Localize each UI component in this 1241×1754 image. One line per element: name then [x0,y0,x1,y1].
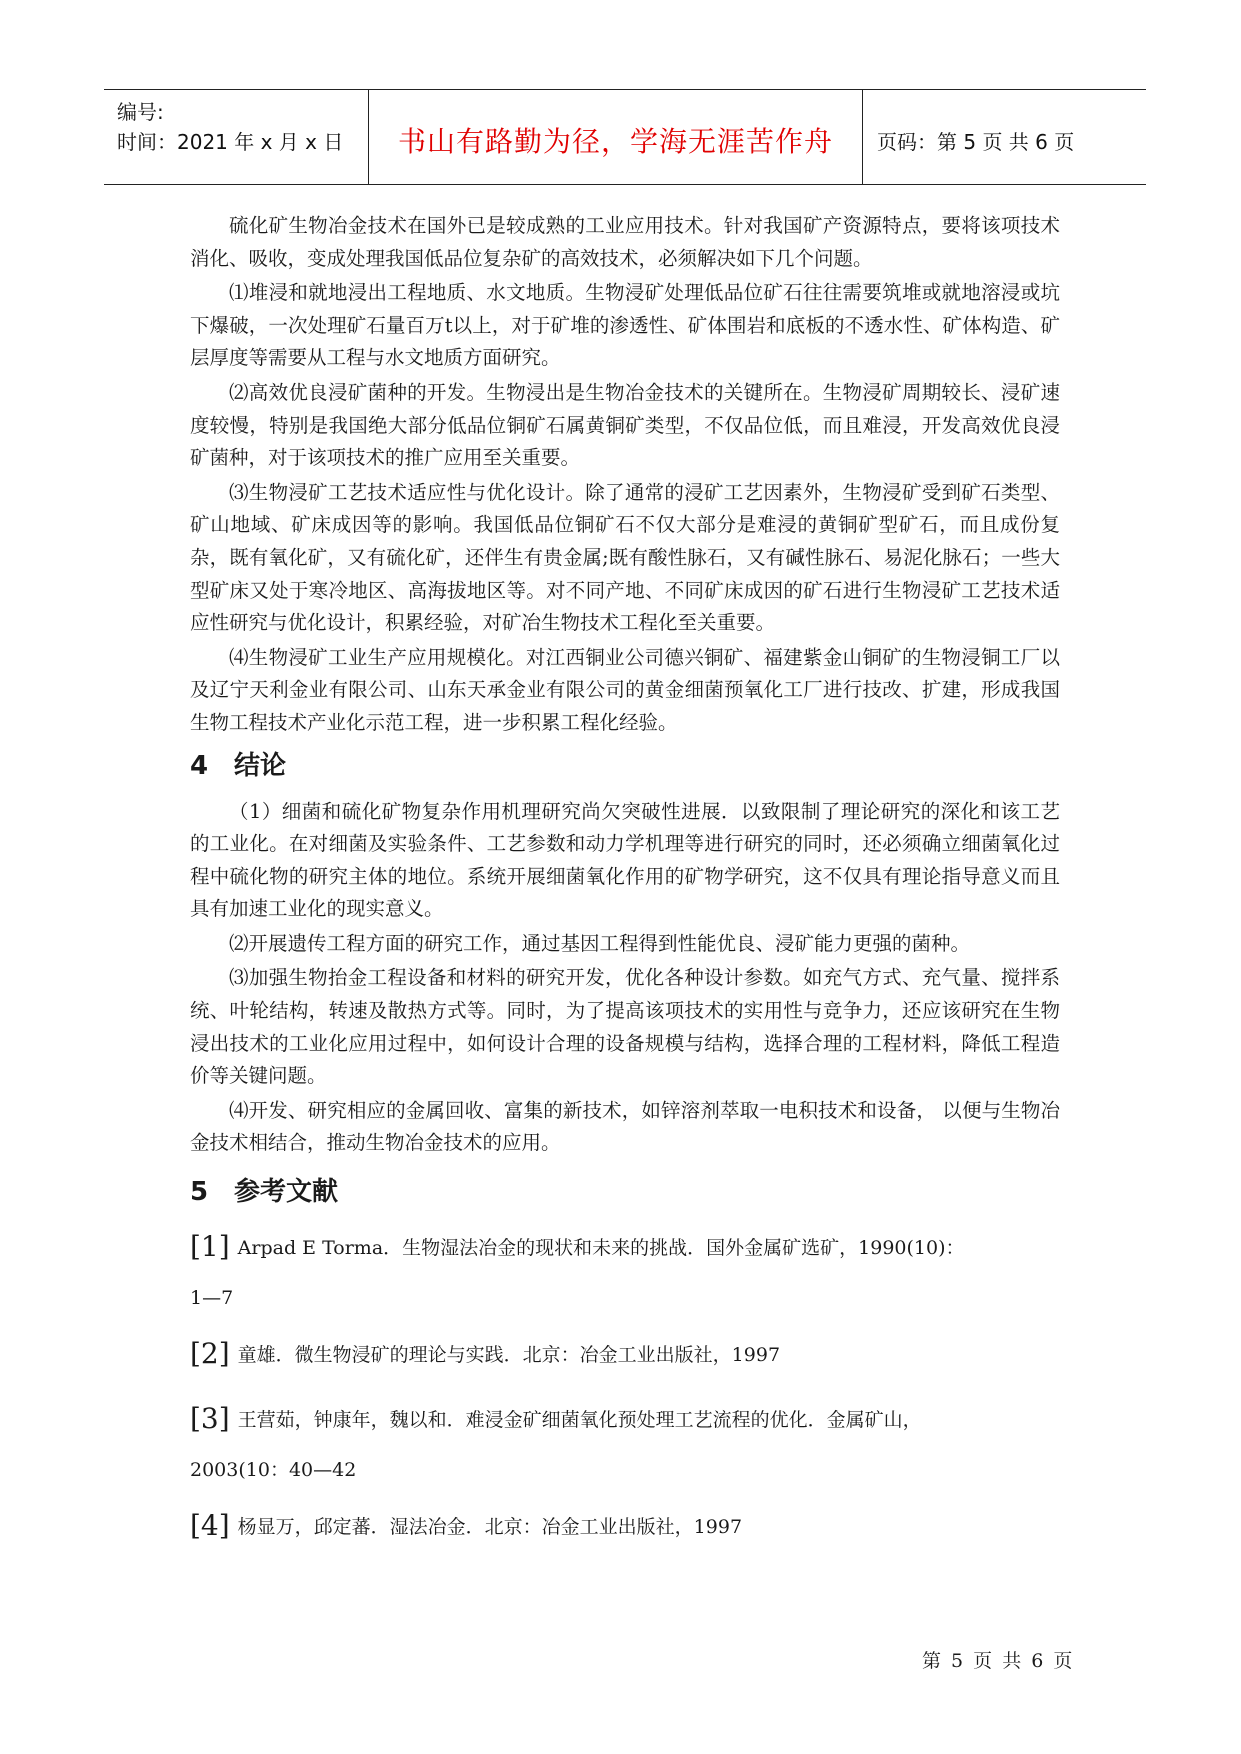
body-paragraph: 硫化矿生物冶金技术在国外已是较成熟的工业应用技术。针对我国矿产资源特点，要将该项技术消化、吸收，变成处理我国低品位复杂矿的高效技术，必须解决如下几个问题。 [190,214,1060,270]
section-number: 5 [190,1177,209,1208]
body-paragraph: ⑷生物浸矿工业生产应用规模化。对江西铜业公司德兴铜矿、福建紫金山铜矿的生物浸铜工厂以及辽宁天利金业有限公司、山东天承金业有限公司的黄金细菌预氧化工厂进行技改、扩建，形成我国生物工程技术产业化示范工程，进一步积累工程化经验。 [190,645,1060,734]
reference-marker: [3] [190,1402,230,1436]
body-paragraph: ⑵开展遗传工程方面的研究工作，通过基因工程得到性能优良、浸矿能力更强的菌种。 [229,931,971,955]
reference-item [190,1394,1060,1445]
section-number: 4 [190,750,209,781]
reference-marker: [1] [190,1230,230,1264]
document-body [190,210,1060,1552]
page-footer: 第 5 页 共 6 页 [922,1650,1075,1672]
header-motto: 书山有路勤为径，学海无涯苦作舟 [397,125,833,158]
reference-marker: [4] [190,1509,230,1543]
reference-text: 王营茹，钟康年，魏以和．难浸金矿细菌氧化预处理工艺流程的优化．金属矿山， [237,1409,922,1432]
header-middle-cell [369,90,863,184]
header-right-cell [863,90,1146,184]
reference-text: 杨显万，邱定蕃．湿法冶金．北京：冶金工业出版社，1997 [237,1516,743,1539]
page-header [104,89,1146,185]
section-heading-references [190,1172,1060,1212]
reference-continuation: 2003(10：40—42 [190,1459,357,1482]
reference-continuation: 1—7 [190,1287,234,1310]
body-paragraph: ⑶加强生物抬金工程设备和材料的研究开发，优化各种设计参数。如充气方式、充气量、搅拌系统、叶轮结构，转速及散热方式等。同时，为了提高该项技术的实用性与竞争力，还应该研究在生物浸出技术的工业化应用过程中，如何设计合理的设备规模与结构，选择合理的工程材料，降低工程造价等关键问题。 [190,966,1060,1088]
reference-marker: [2] [190,1337,230,1371]
header-page-info: 页码：第 5 页 共 6 页 [877,130,1075,154]
section-title: 参考文献 [234,1177,339,1208]
reference-item [190,1329,1060,1380]
reference-list [190,1222,1060,1552]
body-paragraph: （1）细菌和硫化矿物复杂作用机理研究尚欠突破性进展．以致限制了理论研究的深化和该工艺的工业化。在对细菌及实验条件、工艺参数和动力学机理等进行研究的同时，还必须确立细菌氧化过程中硫化物的研究主体的地位。系统开展细菌氧化作用的矿物学研究，这不仅具有理论指导意义而且具有加速工业化的现实意义。 [190,799,1060,921]
reference-text: Arpad E Torma．生物湿法冶金的现状和未来的挑战．国外金属矿选矿，1990(10)： [237,1237,965,1260]
body-paragraph: ⑶生物浸矿工艺技术适应性与优化设计。除了通常的浸矿工艺因素外，生物浸矿受到矿石类型、矿山地域、矿床成因等的影响。我国低品位铜矿石不仅大部分是难浸的黄铜矿型矿石，而且成份复杂，既有氧化矿，又有硫化矿，还伴生有贵金属;既有酸性脉石，又有碱性脉石、易泥化脉石；一些大型矿床又处于寒冷地区、高海拔地区等。对不同产地、不同矿床成因的矿石进行生物浸矿工艺技术适应性研究与优化设计，积累经验，对矿冶生物技术工程化至关重要。 [190,480,1060,635]
section-heading-conclusion [190,746,1060,786]
document-number-label: 编号: [117,100,164,124]
body-paragraph: ⑴堆浸和就地浸出工程地质、水文地质。生物浸矿处理低品位矿石往往需要筑堆或就地溶浸或坑下爆破，一次处理矿石量百万t以上，对于矿堆的渗透性、矿体围岩和底板的不透水性、矿体构造、矿层厚度等需要从工程与水文地质方面研究。 [190,281,1060,370]
reference-item [190,1222,1060,1273]
reference-item [190,1501,1060,1552]
reference-text: 童雄．微生物浸矿的理论与实践．北京：冶金工业出版社，1997 [237,1344,781,1367]
body-paragraph: ⑷开发、研究相应的金属回收、富集的新技术，如锌溶剂萃取一电积技术和设备， 以便与生物冶金技术相结合，推动生物冶金技术的应用。 [190,1098,1060,1155]
header-left-cell [104,90,369,184]
section-title: 结论 [234,750,287,781]
body-paragraph: ⑵高效优良浸矿菌种的开发。生物浸出是生物冶金技术的关键所在。生物浸矿周期较长、浸矿速度较慢，特别是我国绝大部分低品位铜矿石属黄铜矿类型，不仅品位低，而且难浸，开发高效优良浸矿菌种，对于该项技术的推广应用至关重要。 [190,380,1060,470]
document-time-label: 时间：2021 年 x 月 x 日 [117,130,344,154]
